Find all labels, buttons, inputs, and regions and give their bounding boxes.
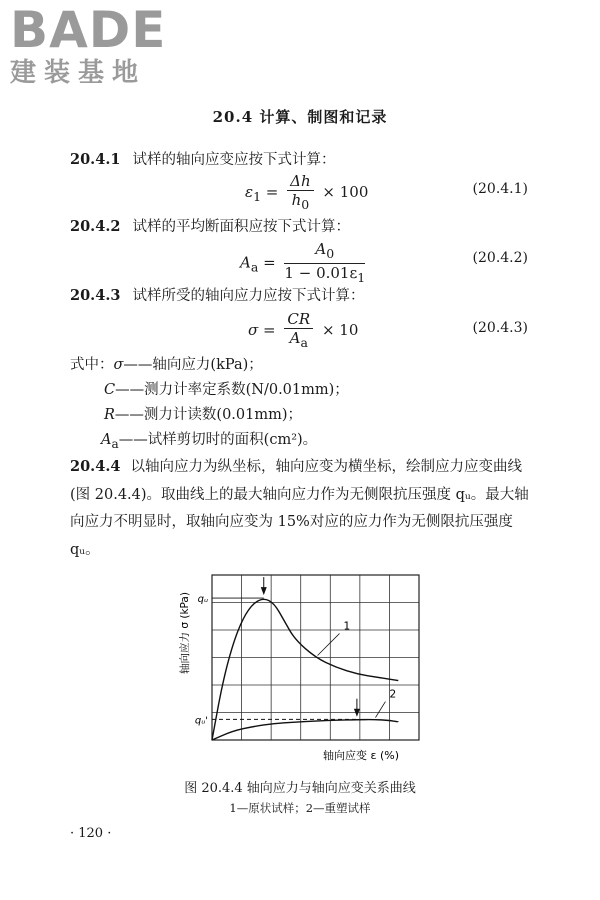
series-1-line	[212, 599, 398, 740]
clause-20-4-1	[70, 150, 335, 170]
clause-number: 20.4.4	[70, 458, 121, 475]
formula-20-4-3: σ = $\frac{CR}{A_a}$ × 10	[248, 310, 359, 350]
definition-item: R——测力计读数(0.01mm)；	[104, 407, 303, 423]
definition-item: $A_a——$试样剪切时的面积(cm²)。	[101, 432, 318, 451]
clause-number: 20.4.2	[70, 218, 121, 235]
clause-text: 试样的轴向应变应按下式计算：	[132, 152, 336, 168]
clause-text: 以轴向应力为纵坐标，轴向应变为横坐标，绘制应力应变曲线(图 20.4.4)。取曲线上的最大轴向应力作为无侧限抗压强度 qᵤ。最大轴向应力不明显时，取轴向应变为 15%对应的应力作为无侧限抗压强度 qᵤ。	[70, 459, 529, 558]
stress-strain-chart	[0, 570, 600, 770]
peak-arrow-head	[261, 587, 267, 595]
chart-grid	[212, 575, 419, 740]
definitions-intro: 式中：σ——轴向应力(kPa)；	[70, 357, 263, 373]
logo-subtitle: 建装基地	[10, 58, 147, 88]
section-title: 20.4 计算、制图和记录	[212, 108, 388, 126]
y-axis-label: 轴向应力 σ (kPa)	[179, 592, 191, 674]
definition-item: C——测力计率定系数(N/0.01mm)；	[104, 382, 349, 398]
figure-caption: 图 20.4.4 轴向应力与轴向应变关系曲线	[184, 781, 416, 796]
y-mark-label: qᵤ'	[194, 715, 208, 727]
clause-20-4-2	[70, 217, 350, 237]
x-axis-label: 轴向应变 ε (%)	[323, 749, 400, 762]
page-number: · 120 ·	[70, 826, 112, 841]
equation-number: (20.4.1)	[472, 181, 528, 197]
y-mark-label: qᵤ	[197, 594, 208, 606]
equation-number: (20.4.3)	[472, 320, 528, 336]
clause-20-4-3	[70, 286, 364, 306]
clause-number: 20.4.1	[70, 151, 121, 168]
clause-20-4-4	[70, 453, 540, 564]
clause-number: 20.4.3	[70, 287, 121, 304]
equation-number: (20.4.2)	[472, 250, 528, 266]
series-2-line	[212, 720, 398, 740]
figure-subcaption: 1—原状试样；2—重塑试样	[229, 801, 371, 815]
series-label: 2	[389, 688, 397, 701]
logo-brand: BADE	[10, 1, 167, 59]
bade-logo	[10, 1, 180, 94]
series-label-leader	[318, 634, 340, 656]
clause-text: 试样的平均断面积应按下式计算：	[132, 219, 350, 235]
formula-20-4-2: $A_a$ = $\frac{A_0}{1 - 0.01\varepsilon_1}$	[240, 240, 366, 285]
series-label-leader	[375, 702, 385, 718]
clause-text: 试样所受的轴向应力应按下式计算：	[132, 288, 365, 304]
series-label: 1	[343, 620, 351, 633]
formula-20-4-1: $\varepsilon_1$ = $\frac{\Delta h}{h_0}$ × 100	[245, 172, 369, 212]
